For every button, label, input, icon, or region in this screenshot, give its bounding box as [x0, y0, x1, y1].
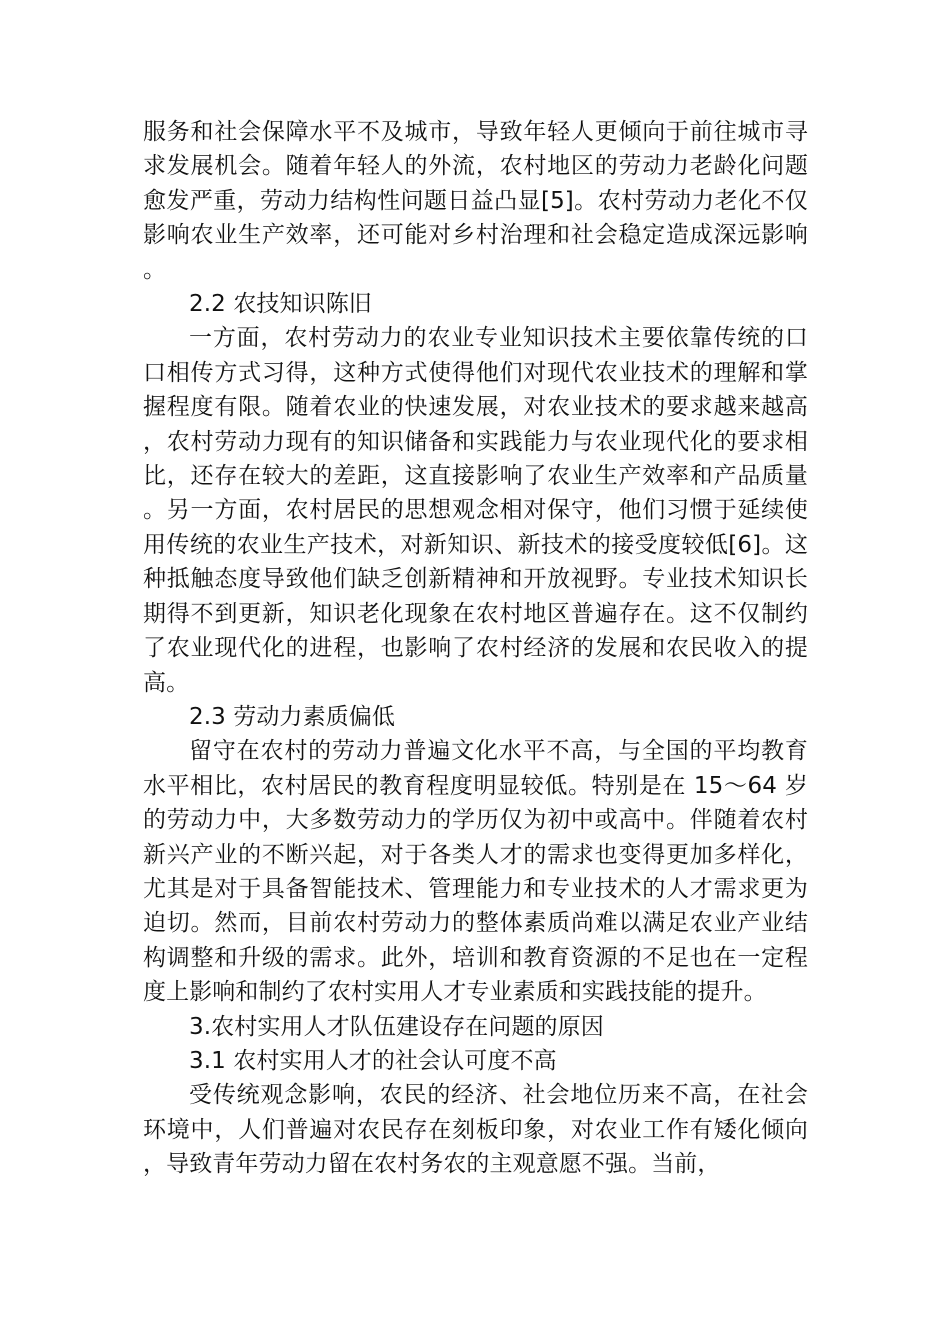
- chapter-heading: 3.农村实用人才队伍建设存在问题的原因: [189, 1013, 604, 1040]
- section-heading: 3.1 农村实用人才的社会认可度不高: [189, 1047, 557, 1074]
- body-paragraph: 一方面，农村劳动力的农业专业知识技术主要依靠传统的口口相传方式习得，这种方式使得他们对现代农业技术的理解和掌握程度有限。随着农业的快速发展，对农业技术的要求越来越高，农村劳动力现有的知识储备和实践能力与农业现代化的要求相比，还存在较大的差距，这直接影响了农业生产效率和产品质量。另一方面，农村居民的思想观念相对保守，他们习惯于延续使用传统的农业生产技术，对新知识、新技术的接受度较低[6]。这种抵触态度导致他们缺乏创新精神和开放视野。专业技术知识长期得不到更新，知识老化现象在农村地区普遍存在。这不仅制约了农业现代化的进程，也影响了农村经济的发展和农民收入的提高。: [143, 325, 808, 696]
- section-heading: 2.3 劳动力素质偏低: [189, 703, 395, 730]
- body-paragraph: 受传统观念影响，农民的经济、社会地位历来不高，在社会环境中，人们普遍对农民存在刻板印象，对农业工作有矮化倾向，导致青年劳动力留在农村务农的主观意愿不强。当前，: [143, 1082, 808, 1178]
- document-page: [143, 115, 808, 1182]
- section-heading: 2.2 农技知识陈旧: [189, 291, 372, 318]
- body-paragraph: 服务和社会保障水平不及城市，导致年轻人更倾向于前往城市寻求发展机会。随着年轻人的外流，农村地区的劳动力老龄化问题愈发严重，劳动力结构性问题日益凸显[5]。农村劳动力老化不仅影响农业生产效率，还可能对乡村治理和社会稳定造成深远影响。: [143, 119, 808, 283]
- body-paragraph: 留守在农村的劳动力普遍文化水平不高，与全国的平均教育水平相比，农村居民的教育程度明显较低。特别是在 15～64 岁的劳动力中，大多数劳动力的学历仅为初中或高中。伴随着农村新兴产业的不断兴起，对于各类人才的需求也变得更加多样化，尤其是对于具备智能技术、管理能力和专业技术的人才需求更为迫切。然而，目前农村劳动力的整体素质尚难以满足农业产业结构调整和升级的需求。此外，培训和教育资源的不足也在一定程度上影响和制约了农村实用人才专业素质和实践技能的提升。: [143, 738, 808, 1006]
